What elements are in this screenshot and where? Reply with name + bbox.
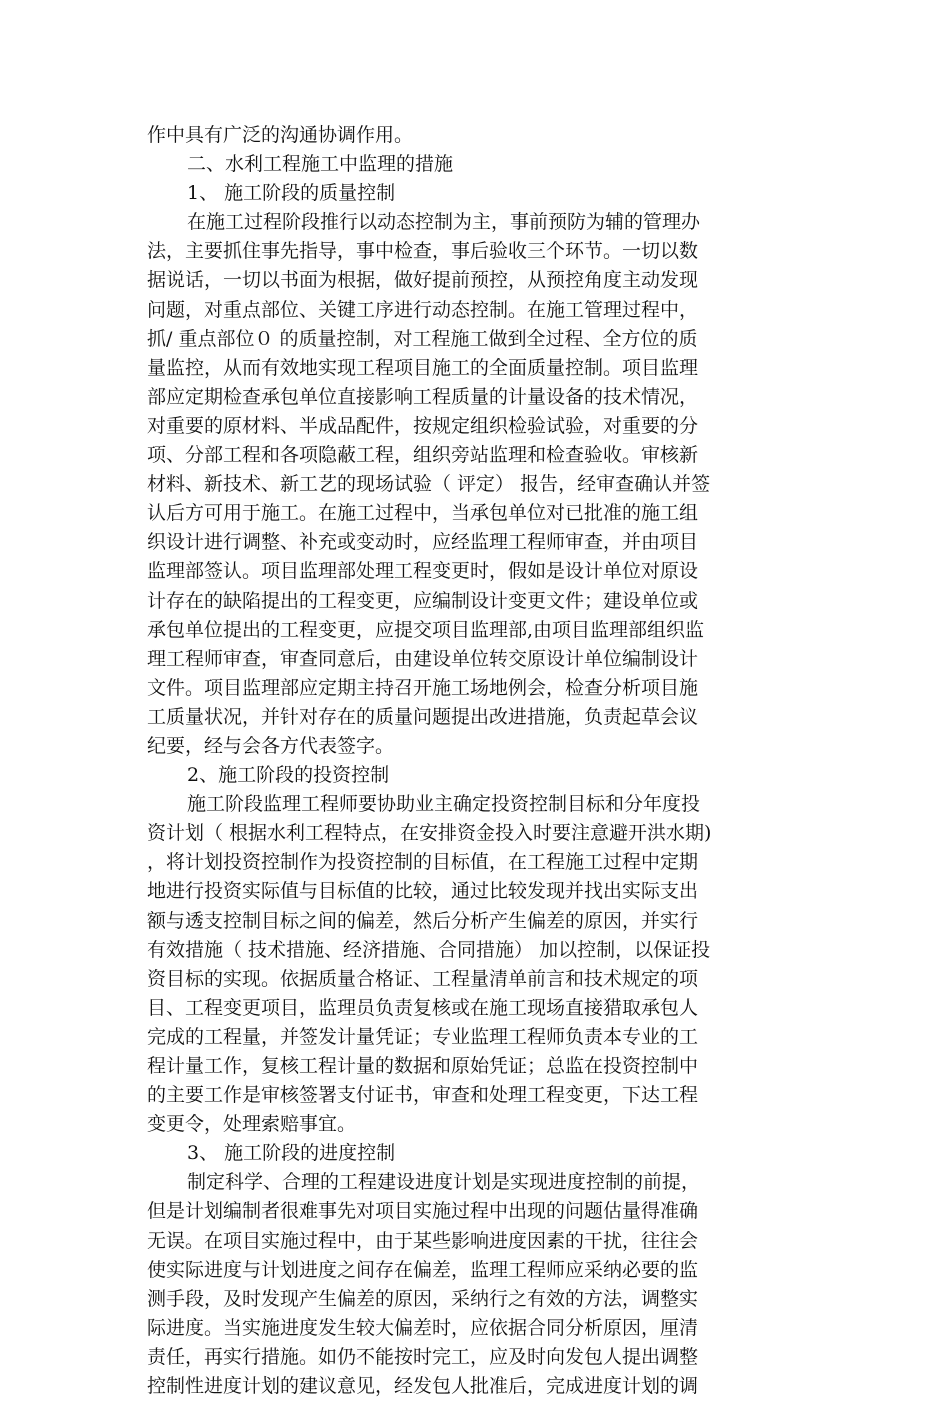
text-line: 1、 施工阶段的质量控制 <box>187 182 396 205</box>
text-line: 对重要的原材料、半成品配件，按规定组织检验试验，对重要的分 <box>147 414 699 437</box>
text-line: 理工程师审查，审查同意后，由建设单位转交原设计单位编制设计 <box>147 647 699 670</box>
text-line: 监理部签认。项目监理部处理工程变更时，假如是设计单位对原设 <box>147 560 699 583</box>
text-line: 程计量工作，复核工程计量的数据和原始凭证；总监在投资控制中 <box>147 1055 699 1077</box>
text-line: 认后方可用于施工。在施工过程中，当承包单位对已批准的施工组 <box>147 502 699 525</box>
text-line: 目、工程变更项目，监理员负责复核或在施工现场直接猎取承包人 <box>147 996 699 1019</box>
text-line: 无误。在项目实施过程中，由于某些影响进度因素的干扰，往往会 <box>147 1229 699 1252</box>
text-line: 制定科学、合理的工程建设进度计划是实现进度控制的前提， <box>187 1171 701 1194</box>
text-line: 际进度。当实施进度发生较大偏差时，应依据合同分析原因，厘清 <box>147 1316 699 1339</box>
text-line: 的主要工作是审核签署支付证书，审查和处理工程变更，下达工程 <box>147 1084 699 1107</box>
text-line: 二、水利工程施工中监理的措施 <box>187 153 454 176</box>
text-line: 织设计进行调整、补充或变动时，应经监理工程师审查，并由项目 <box>147 531 699 554</box>
text-line: 测手段，及时发现产生偏差的原因，采纳行之有效的方法，调整实 <box>147 1287 699 1310</box>
text-line: 在施工过程阶段推行以动态控制为主，事前预防为辅的管理办 <box>187 211 701 234</box>
text-line: 文件。项目监理部应定期主持召开施工场地例会，检查分析项目施 <box>147 676 699 699</box>
text-line: 有效措施（ 技术措施、经济措施、合同措施） 加以控制，以保证投 <box>147 938 711 961</box>
text-line: 资目标的实现。依据质量合格证、工程量清单前言和技术规定的项 <box>147 967 699 990</box>
text-line: 2、施工阶段的投资控制 <box>187 764 390 787</box>
text-line: 使实际进度与计划进度之间存在偏差，监理工程师应采纳必要的监 <box>147 1258 699 1281</box>
text-line: 完成的工程量，并签发计量凭证；专业监理工程师负责本专业的工 <box>147 1025 699 1048</box>
text-line: 部应定期检查承包单位直接影响工程质量的计量设备的技术情况， <box>147 385 699 408</box>
text-line: ，将计划投资控制作为投资控制的目标值，在工程施工过程中定期 <box>147 851 699 874</box>
text-line: 资计划（ 根据水利工程特点，在安排资金投入时要注意避开洪水期) <box>147 822 712 845</box>
text-line: 纪要，经与会各方代表签字。 <box>147 734 395 757</box>
text-line: 法，主要抓住事先指导，事中检查，事后验收三个环节。一切以数 <box>147 240 699 263</box>
text-line: 项、分部工程和各项隐蔽工程，组织旁站监理和检查验收。审核新 <box>147 444 699 467</box>
text-line: 地进行投资实际值与目标值的比较，通过比较发现并找出实际支出 <box>147 880 699 903</box>
text-line: 据说话，一切以书面为根据，做好提前预控，从预控角度主动发现 <box>147 269 699 292</box>
text-line: 计存在的缺陷提出的工程变更，应编制设计变更文件；建设单位或 <box>147 589 699 612</box>
text-line: 责任，再实行措施。如仍不能按时完工，应及时向发包人提出调整 <box>147 1345 699 1368</box>
text-line: 控制性进度计划的建议意见，经发包人批准后，完成进度计划的调 <box>147 1375 699 1398</box>
text-line: 额与透支控制目标之间的偏差，然后分析产生偏差的原因，并实行 <box>147 909 699 932</box>
text-line: 工质量状况，并针对存在的质量问题提出改进措施，负责起草会议 <box>147 705 699 728</box>
text-line: 材料、新技术、新工艺的现场试验（ 评定） 报告，经审查确认并签 <box>147 473 711 496</box>
text-line: 抓/ 重点部位０ 的质量控制，对工程施工做到全过程、全方位的质 <box>147 327 698 350</box>
text-line: 施工阶段监理工程师要协助业主确定投资控制目标和分年度投 <box>187 793 701 816</box>
text-line: 问题，对重点部位、关键工序进行动态控制。在施工管理过程中， <box>147 298 699 321</box>
document-body <box>147 121 807 1401</box>
text-line: 作中具有广泛的沟通协调作用。 <box>147 124 414 146</box>
text-line: 量监控，从而有效地实现工程项目施工的全面质量控制。项目监理 <box>147 356 699 379</box>
text-line: 变更令，处理索赔事宜。 <box>147 1113 357 1136</box>
text-line: 承包单位提出的工程变更，应提交项目监理部,由项目监理部组织监 <box>147 618 705 641</box>
text-line: 但是计划编制者很难事先对项目实施过程中出现的问题估量得准确 <box>147 1200 699 1223</box>
text-line: 3、 施工阶段的进度控制 <box>187 1142 396 1165</box>
